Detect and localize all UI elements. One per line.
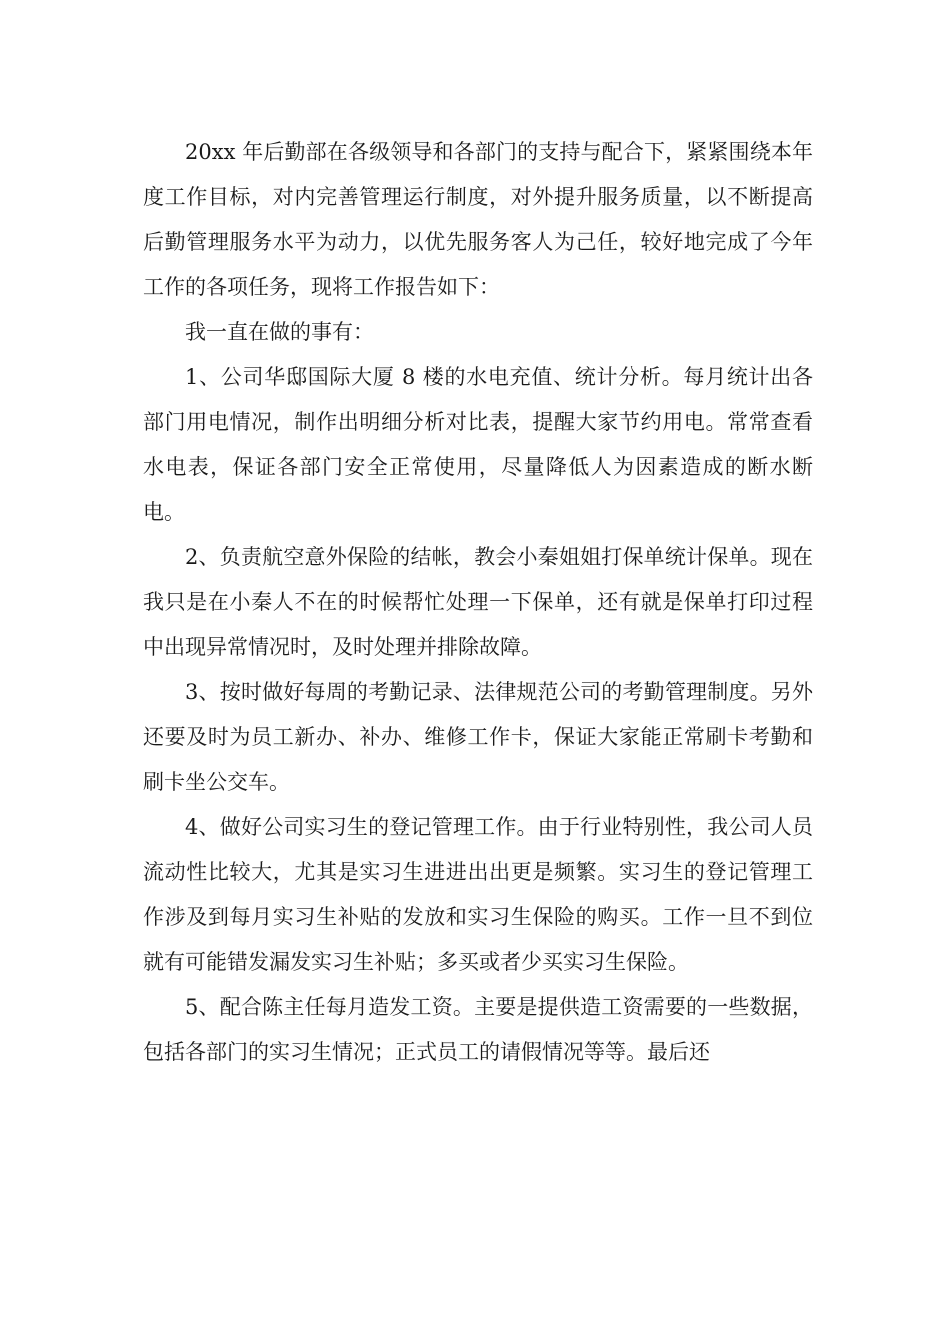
paragraph-item-4: 4、做好公司实习生的登记管理工作。由于行业特别性，我公司人员流动性比较大，尤其是实习生进进出出更是频繁。实习生的登记管理工作涉及到每月实习生补贴的发放和实习生保险的购买。工作一旦不到位就有可能错发漏发实习生补贴；多买或者少买实习生保险。 (143, 815, 813, 974)
paragraph-intro: 20xx 年后勤部在各级领导和各部门的支持与配合下，紧紧围绕本年度工作目标，对内完善管理运行制度，对外提升服务质量，以不断提高后勤管理服务水平为动力，以优先服务客人为己任，较好地完成了今年工作的各项任务，现将工作报告如下： (143, 140, 813, 299)
paragraph-heading: 我一直在做的事有： (185, 320, 374, 344)
paragraph-item-2: 2、负责航空意外保险的结帐，教会小秦姐姐打保单统计保单。现在我只是在小秦人不在的时候帮忙处理一下保单，还有就是保单打印过程中出现异常情况时，及时处理并排除故障。 (143, 545, 813, 659)
paragraph-item-3: 3、按时做好每周的考勤记录、法律规范公司的考勤管理制度。另外还要及时为员工新办、补办、维修工作卡，保证大家能正常刷卡考勤和刷卡坐公交车。 (143, 680, 813, 794)
document-body (143, 130, 813, 1075)
paragraph-item-5: 5、配合陈主任每月造发工资。主要是提供造工资需要的一些数据，包括各部门的实习生情况；正式员工的请假情况等等。最后还 (143, 995, 813, 1064)
paragraph-item-1: 1、公司华邸国际大厦 8 楼的水电充值、统计分析。每月统计出各部门用电情况，制作出明细分析对比表，提醒大家节约用电。常常查看水电表，保证各部门安全正常使用，尽量降低人为因素造成的断水断电。 (143, 365, 813, 524)
